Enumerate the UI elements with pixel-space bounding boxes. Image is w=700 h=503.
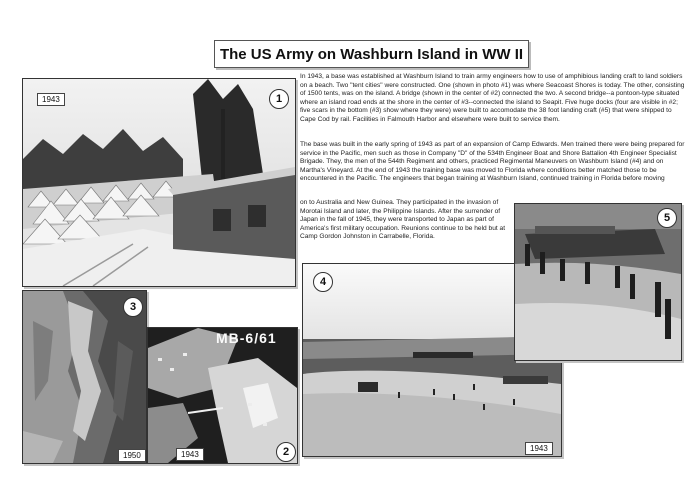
page-title: The US Army on Washburn Island in WW II (214, 40, 529, 68)
photo-3-aerial-island (22, 290, 147, 464)
photo-1-tent-city (22, 78, 296, 287)
photo-4-number: 4 (313, 272, 333, 292)
photo-5-landing-craft (514, 203, 682, 361)
photo-2-aerial-bridge (147, 327, 298, 464)
history-paragraph: The base was built in the early spring of 1943 as part of an expansion of Camp Edwards. Men trained there were being prepared for service in the Pacific, men such as those in Company "D" of the 534th Engineer Boat and Shore Battalion 4th Engineer Specialist Brigade. They, the men of the 544th Regiment and others, practiced Regimental Maneuvers on Washburn Island (#4) and on Martha's Vineyard. At the end of 1943 the training base was moved to Florida where conditions better matched those to be encountered in the Pacific. The engineers that began training at Washburn Island, continued training in Florida before moving (300, 141, 685, 183)
photo-2-number: 2 (276, 442, 296, 462)
photo-3-number: 3 (123, 297, 143, 317)
photo-1-number: 1 (269, 89, 289, 109)
photo-3-year-label: 1950 (118, 449, 146, 462)
photo-2-year-label: 1943 (176, 448, 204, 461)
photo-2-stamp: MB-6/61 (216, 330, 277, 346)
photo-5-number: 5 (657, 208, 677, 228)
intro-paragraph: In 1943, a base was established at Washburn Island to train army engineers how to use of amphibious landing craft to land soldiers on a beach. Two "tent cities" were constructed. One (shown in photo #1) was where Seacoast Shores is today. The other, consisting of 1500 tents, was on the island. A bridge (shown in the center of #2) connected the two. A second bridge--a pontoon-type situated where an island road ends at the shore in the center of #3--connected the island to Seapit. Five huge docks (four are visible in #2; five scars in the bottom (#3) show where they were) were built to accomodate the 38 foot landing craft (#5) that were shipped to Cape Cod by rail. Facilities in Falmouth Harbor and elsewhere were built to service them. (300, 73, 685, 123)
photo-4-year-label: 1943 (525, 442, 553, 455)
photo-1-year-label: 1943 (37, 93, 65, 106)
history-paragraph-continued: on to Australia and New Guinea. They participated in the invasion of Morotai Island and later, the Philippine Islands. After the surrender of Japan in the fall of 1945, they were transported to Japan as part of America's first military occupation. Reunions continue to be held but at Camp Gordon Johnston in Carrabelle, Florida. (300, 199, 506, 241)
